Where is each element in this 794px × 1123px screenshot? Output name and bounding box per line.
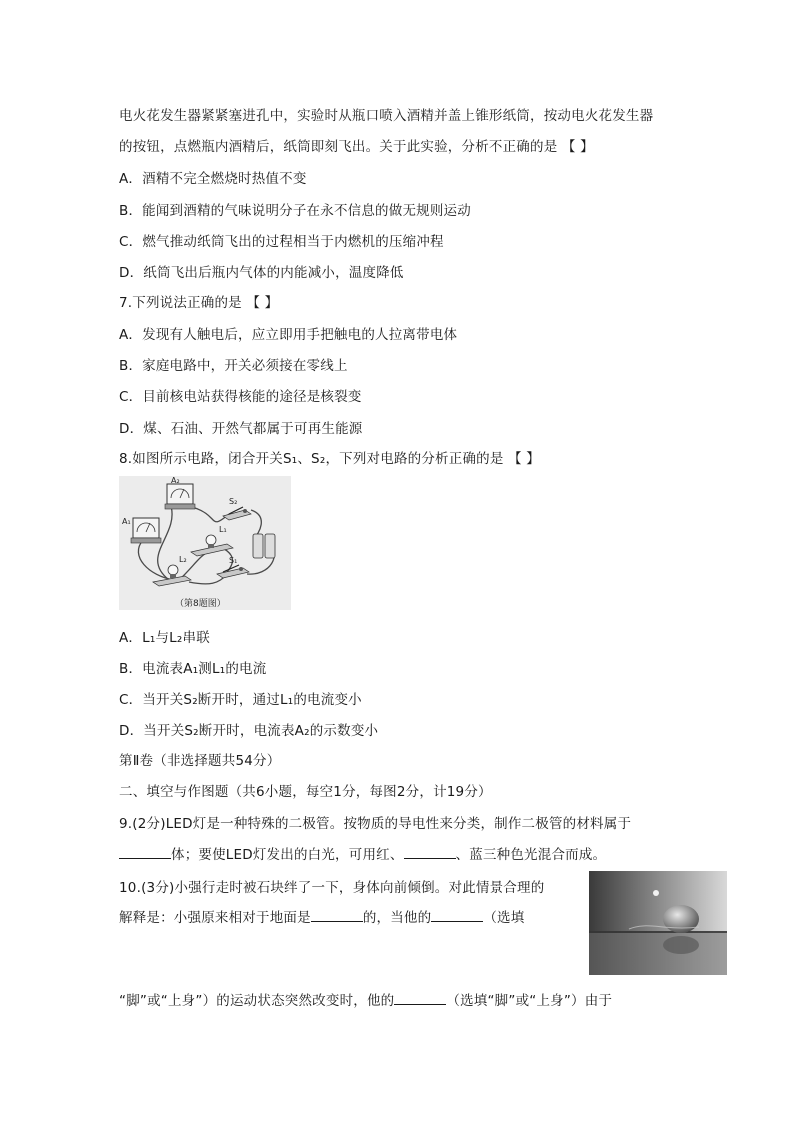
q8-stem: 8.如图所示电路，闭合开关S₁、S₂，下列对电路的分析正确的是 【 】 <box>119 451 540 467</box>
q6-option-d: D．纸筒飞出后瓶内气体的内能减小，温度降低 <box>119 265 404 281</box>
circuit-figure <box>119 476 291 610</box>
q10-line1: 10.(3分)小强行走时被石块绊了一下，身体向前倾倒。对此情景合理的 <box>119 880 545 896</box>
q10-text-b: 的，当他的 <box>362 910 432 926</box>
figure-caption: （第8题图） <box>175 599 226 609</box>
q6-stem-line1: 电火花发生器紧紧塞进孔中，实验时从瓶口喷入酒精并盖上锥形纸筒，按动电火花发生器 <box>119 108 654 124</box>
label-l2: L₂ <box>179 555 187 564</box>
q10-text-c: （选填 <box>483 910 525 926</box>
q9-blank-1[interactable] <box>119 857 171 859</box>
q7-option-d: D．煤、石油、开然气都属于可再生能源 <box>119 421 363 437</box>
label-s2: S₂ <box>229 497 238 506</box>
q8-option-b: B．电流表A₁测L₁的电流 <box>119 661 267 677</box>
part-heading: 二、填空与作图题（共6小题，每空1分，每图2分，计19分） <box>119 784 492 800</box>
q6-option-c: C．燃气推动纸筒飞出的过程相当于内燃机的压缩冲程 <box>119 234 444 250</box>
q10-line3 <box>119 989 612 1009</box>
water-drop-photo <box>589 871 727 975</box>
q10-line2 <box>119 906 524 926</box>
label-a2: A₂ <box>171 476 180 485</box>
label-l1: L₁ <box>219 525 227 534</box>
q10-text-d: “脚”或“上身”）的运动状态突然改变时，他的 <box>119 993 395 1009</box>
q9-line1: 9.(2分)LED灯是一种特殊的二极管。按物质的导电性来分类，制作二极管的材料属于 <box>119 816 632 832</box>
q6-option-a: A．酒精不完全燃烧时热值不变 <box>119 171 307 187</box>
q9-line2 <box>119 843 606 863</box>
q9-text-b: 体；要使LED灯发出的白光，可用红、 <box>171 847 404 863</box>
q7-option-b: B．家庭电路中，开关必须接在零线上 <box>119 358 348 374</box>
q8-option-d: D．当开关S₂断开时，电流表A₂的示数变小 <box>119 723 379 739</box>
q10-text-a: 解释是：小强原来相对于地面是 <box>119 910 311 926</box>
q8-option-c: C．当开关S₂断开时，通过L₁的电流变小 <box>119 692 362 708</box>
q7-option-c: C．目前核电站获得核能的途径是核裂变 <box>119 389 362 405</box>
q10-blank-2[interactable] <box>431 920 483 922</box>
q8-option-a: A．L₁与L₂串联 <box>119 630 210 646</box>
volume-heading: 第Ⅱ卷（非选择题共54分） <box>119 753 281 769</box>
q6-stem-line2: 的按钮，点燃瓶内酒精后，纸筒即刻飞出。关于此实验，分析不正确的是 【 】 <box>119 139 594 155</box>
q10-blank-1[interactable] <box>311 920 363 922</box>
q7-option-a: A．发现有人触电后，应立即用手把触电的人拉离带电体 <box>119 327 458 343</box>
q10-text-e: （选填“脚”或“上身”）由于 <box>446 993 613 1009</box>
q9-blank-2[interactable] <box>404 857 456 859</box>
q7-stem: 7.下列说法正确的是 【 】 <box>119 295 279 311</box>
label-a1: A₁ <box>122 517 131 526</box>
q9-text-c: 、蓝三种色光混合而成。 <box>455 847 607 863</box>
q6-option-b: B．能闻到酒精的气味说明分子在永不信息的做无规则运动 <box>119 203 471 219</box>
q10-blank-3[interactable] <box>394 1003 446 1005</box>
label-s1: S₁ <box>229 556 238 565</box>
